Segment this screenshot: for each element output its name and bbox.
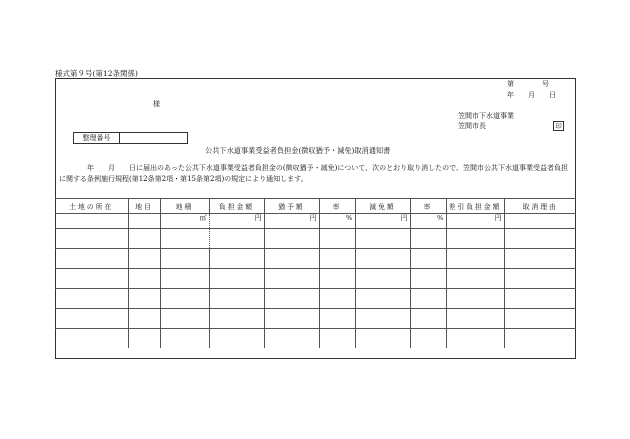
table-cell[interactable] bbox=[160, 289, 209, 309]
table-cell[interactable] bbox=[264, 329, 319, 349]
table-cell[interactable] bbox=[264, 249, 319, 269]
header-cell: 差引負担金額 bbox=[446, 199, 504, 214]
table-cell[interactable] bbox=[128, 214, 160, 229]
table-cell[interactable] bbox=[55, 249, 128, 269]
table-cell[interactable] bbox=[446, 249, 504, 269]
table-cell[interactable] bbox=[128, 269, 160, 289]
table-cell[interactable] bbox=[446, 229, 504, 249]
table-cell[interactable]: 円 bbox=[446, 214, 504, 229]
table-row bbox=[55, 249, 576, 269]
table-cell[interactable] bbox=[355, 269, 410, 289]
table-cell[interactable]: % bbox=[319, 214, 355, 229]
table-cell[interactable] bbox=[160, 269, 209, 289]
header-cell: 率 bbox=[319, 199, 355, 214]
table-cell[interactable] bbox=[160, 229, 209, 249]
table-cell[interactable] bbox=[55, 214, 128, 229]
table-cell[interactable] bbox=[355, 289, 410, 309]
table-cell[interactable] bbox=[504, 229, 576, 249]
table-cell[interactable] bbox=[355, 229, 410, 249]
document-title: 公共下水道事業受益者負担金(徴収猶予・減免)取消通知書 bbox=[205, 146, 391, 155]
notice-number: 第 号 bbox=[507, 80, 549, 88]
table-cell[interactable] bbox=[319, 229, 355, 249]
table-row bbox=[55, 269, 576, 289]
table-row bbox=[55, 214, 576, 229]
table-cell[interactable]: % bbox=[410, 214, 446, 229]
table-cell[interactable] bbox=[319, 329, 355, 349]
table-cell[interactable] bbox=[319, 269, 355, 289]
table-header-row bbox=[55, 199, 576, 214]
header-cell: 猶予額 bbox=[264, 199, 319, 214]
cancellation-table bbox=[55, 198, 576, 348]
table-cell[interactable] bbox=[319, 249, 355, 269]
table-cell[interactable] bbox=[128, 329, 160, 349]
table-cell[interactable] bbox=[264, 269, 319, 289]
table-cell[interactable] bbox=[504, 214, 576, 229]
table-cell[interactable] bbox=[128, 229, 160, 249]
table-cell[interactable]: 円 bbox=[209, 214, 264, 229]
table-cell[interactable] bbox=[55, 289, 128, 309]
reference-number-label: 整理番号 bbox=[74, 133, 120, 143]
header-cell: 取消理由 bbox=[504, 199, 576, 214]
table-cell[interactable] bbox=[410, 229, 446, 249]
issuer-title: 笠間市長 bbox=[458, 122, 486, 130]
table-row bbox=[55, 329, 576, 349]
header-cell: 土地の所在 bbox=[55, 199, 128, 214]
table-cell[interactable] bbox=[128, 289, 160, 309]
table-cell[interactable]: 円 bbox=[355, 214, 410, 229]
table-cell[interactable] bbox=[504, 249, 576, 269]
table-cell[interactable] bbox=[55, 229, 128, 249]
table-cell[interactable] bbox=[410, 329, 446, 349]
table-cell[interactable] bbox=[209, 249, 264, 269]
table-cell[interactable] bbox=[410, 309, 446, 329]
table-cell[interactable] bbox=[446, 329, 504, 349]
table-cell[interactable] bbox=[410, 269, 446, 289]
table-cell[interactable] bbox=[160, 329, 209, 349]
table-row bbox=[55, 309, 576, 329]
header-cell: 地積 bbox=[160, 199, 209, 214]
table-cell[interactable] bbox=[55, 269, 128, 289]
table-cell[interactable] bbox=[128, 249, 160, 269]
reference-number-field[interactable] bbox=[120, 133, 187, 143]
table-cell[interactable] bbox=[209, 289, 264, 309]
table-cell[interactable] bbox=[446, 289, 504, 309]
table-cell[interactable] bbox=[264, 289, 319, 309]
addressee-suffix: 様 bbox=[153, 100, 160, 108]
table-cell[interactable] bbox=[319, 309, 355, 329]
table-cell[interactable] bbox=[209, 309, 264, 329]
table-cell[interactable] bbox=[410, 249, 446, 269]
table-cell[interactable] bbox=[504, 269, 576, 289]
table-cell[interactable]: 円 bbox=[264, 214, 319, 229]
table-cell[interactable] bbox=[446, 269, 504, 289]
table-cell[interactable] bbox=[504, 329, 576, 349]
header-cell: 減免額 bbox=[355, 199, 410, 214]
table-cell[interactable] bbox=[264, 229, 319, 249]
table-cell[interactable] bbox=[319, 289, 355, 309]
notice-date: 年 月 日 bbox=[507, 91, 556, 99]
table-cell[interactable] bbox=[209, 269, 264, 289]
table-cell[interactable] bbox=[264, 309, 319, 329]
table-cell[interactable] bbox=[55, 309, 128, 329]
issuer-organization: 笠間市下水道事業 bbox=[458, 112, 514, 120]
table-cell[interactable] bbox=[128, 309, 160, 329]
notice-body-text: 年 月 日に届出のあった公共下水道事業受益者負担金の(徴収猶予・減免)について、次のとおり取り消したので、笠間市公共下水道事業受益者負担に関する条例施行規程(第12条第2項・第15条第2項)の規定により通知します。 bbox=[59, 164, 568, 183]
table-cell[interactable] bbox=[209, 329, 264, 349]
table-cell[interactable]: ㎡ bbox=[160, 214, 209, 229]
table-row bbox=[55, 289, 576, 309]
table-cell[interactable] bbox=[160, 309, 209, 329]
table-row bbox=[55, 229, 576, 249]
table-cell[interactable] bbox=[504, 289, 576, 309]
table-cell[interactable] bbox=[446, 309, 504, 329]
table-cell[interactable] bbox=[55, 329, 128, 349]
table-cell[interactable] bbox=[410, 289, 446, 309]
header-cell: 地目 bbox=[128, 199, 160, 214]
table-cell[interactable] bbox=[209, 229, 264, 249]
form-label: 様式第９号(第12条関係) bbox=[55, 69, 138, 78]
reference-number-box bbox=[73, 132, 188, 144]
table-cell[interactable] bbox=[355, 249, 410, 269]
table-cell[interactable] bbox=[160, 249, 209, 269]
header-cell: 率 bbox=[410, 199, 446, 214]
notice-body bbox=[59, 163, 571, 185]
table-cell[interactable] bbox=[355, 329, 410, 349]
seal-mark: 印 bbox=[553, 121, 564, 131]
header-cell: 負担金額 bbox=[209, 199, 264, 214]
table-cell[interactable] bbox=[504, 309, 576, 329]
table-cell[interactable] bbox=[355, 309, 410, 329]
